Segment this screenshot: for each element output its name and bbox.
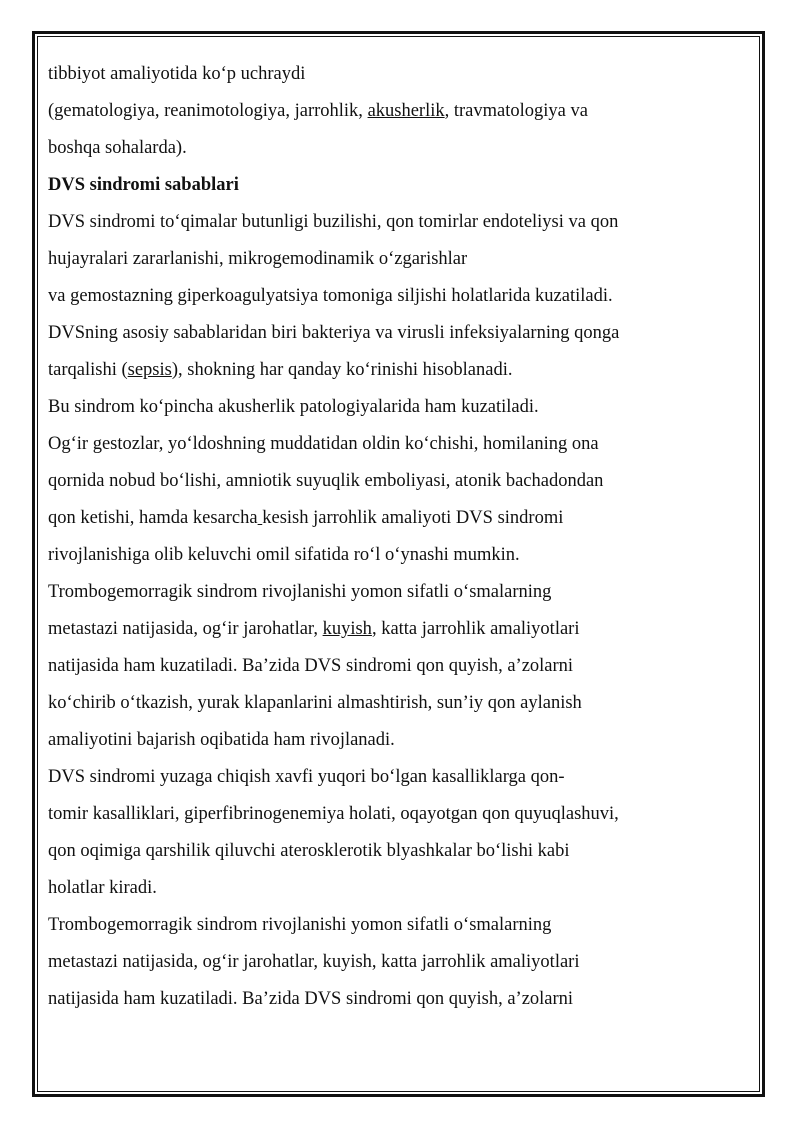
text-line: va gemostazning giperkoagulyatsiya tomoniga siljishi holatlarida kuzatiladi.	[48, 286, 613, 306]
text-line: tomir kasalliklari, giperfibrinogenemiya holati, oqayotgan qon quyuqlashuvi,	[48, 804, 619, 824]
text-line: natijasida ham kuzatiladi. Ba’zida DVS sindromi qon quyish, a’zolarni	[48, 989, 574, 1009]
link-sepsis[interactable]: sepsis	[127, 360, 172, 380]
section-heading: DVS sindromi sabablari	[48, 175, 239, 195]
text-line: amaliyotini bajarish oqibatida ham rivojlanadi.	[48, 730, 395, 750]
text-line: holatlar kiradi.	[48, 878, 157, 898]
text-line: hujayralari zararlanishi, mikrogemodinamik o‘zgarishlar	[48, 249, 468, 269]
link-kuyish[interactable]: kuyish	[322, 619, 372, 639]
text-line: DVSning asosiy sabablaridan biri bakteriya va virusli infeksiyalarning qonga	[48, 323, 620, 343]
text-line: tarqalishi (sepsis), shokning har qanday ko‘rinishi hisoblanadi.	[48, 360, 513, 380]
text-line: DVS sindromi to‘qimalar butunligi buzilishi, qon tomirlar endoteliysi va qon	[48, 212, 619, 232]
text-line: qon ketishi, hamda kesarcha kesish jarrohlik amaliyoti DVS sindromi	[48, 508, 564, 528]
text-line: tibbiyot amaliyotida ko‘p uchraydi	[48, 64, 306, 84]
text-line: ko‘chirib o‘tkazish, yurak klapanlarini almashtirish, sun’iy qon aylanish	[48, 693, 582, 713]
text-line: qon oqimiga qarshilik qiluvchi aterosklerotik blyashkalar bo‘lishi kabi	[48, 841, 570, 861]
text-line: Trombogemorragik sindrom rivojlanishi yomon sifatli o‘smalarning	[48, 915, 552, 935]
link-akusherlik[interactable]: akusherlik	[367, 101, 445, 121]
text-line: metastazi natijasida, og‘ir jarohatlar, kuyish, katta jarrohlik amaliyotlari	[48, 952, 580, 972]
text-line: Bu sindrom ko‘pincha akusherlik patologiyalarida ham kuzatiladi.	[48, 397, 539, 417]
text-line: Og‘ir gestozlar, yo‘ldoshning muddatidan oldin ko‘chishi, homilaning ona	[48, 434, 599, 454]
document-body	[48, 56, 748, 1018]
text-line: (gematologiya, reanimotologiya, jarrohlik, akusherlik, travmatologiya va	[48, 101, 588, 121]
text-line: qornida nobud bo‘lishi, amniotik suyuqlik emboliyasi, atonik bachadondan	[48, 471, 604, 491]
text-line: natijasida ham kuzatiladi. Ba’zida DVS sindromi qon quyish, a’zolarni	[48, 656, 574, 676]
text-line: Trombogemorragik sindrom rivojlanishi yomon sifatli o‘smalarning	[48, 582, 552, 602]
text-line: boshqa sohalarda).	[48, 138, 187, 158]
text-line: metastazi natijasida, og‘ir jarohatlar, kuyish, katta jarrohlik amaliyotlari	[48, 619, 580, 639]
text-line: rivojlanishiga olib keluvchi omil sifatida ro‘l o‘ynashi mumkin.	[48, 545, 520, 565]
text-line: DVS sindromi yuzaga chiqish xavfi yuqori bo‘lgan kasalliklarga qon-	[48, 767, 565, 787]
